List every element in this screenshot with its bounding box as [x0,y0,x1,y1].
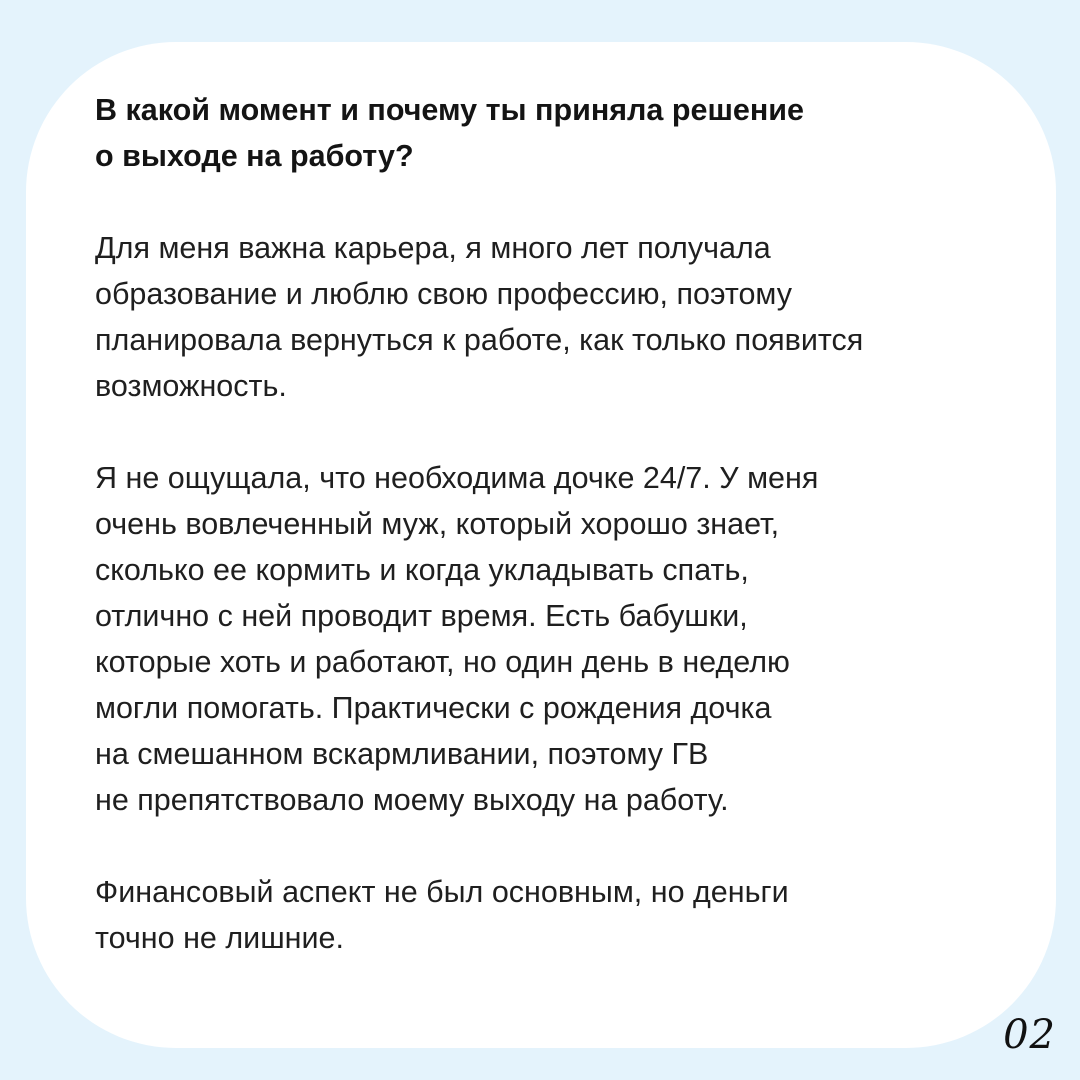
answer-paragraph-career [95,225,1045,409]
paragraph-line: на смешанном вскармливании, поэтому ГВ [95,737,709,771]
heading-line: В какой момент и почему ты приняла решение [95,93,804,127]
paragraph-line: отлично с ней проводит время. Есть бабушки, [95,599,748,633]
paragraph-line: Для меня важна карьера, я много лет получала [95,231,771,265]
paragraph-line: которые хоть и работают, но один день в неделю [95,645,790,679]
paragraph-line: не препятствовало моему выходу на работу. [95,783,729,817]
paragraph-line: планировала вернуться к работе, как только появится [95,323,864,357]
paragraph-line: сколько ее кормить и когда укладывать спать, [95,553,749,587]
paragraph-line: Финансовый аспект не был основным, но деньги [95,875,789,909]
answer-paragraph-family [95,455,1045,823]
heading-line: о выходе на работу? [95,139,414,173]
paragraph-line: точно не лишние. [95,921,344,955]
article-body [95,87,1045,961]
page-number: 02 [1003,1012,1056,1058]
paragraph-line: могли помогать. Практически с рождения дочка [95,691,772,725]
paragraph-line: образование и люблю свою профессию, поэтому [95,277,792,311]
paragraph-line: Я не ощущала, что необходима дочке 24/7. У меня [95,461,819,495]
paragraph-line: возможность. [95,369,287,403]
paragraph-line: очень вовлеченный муж, который хорошо знает, [95,507,780,541]
answer-paragraph-finance [95,869,1045,961]
question-heading [95,87,1045,179]
